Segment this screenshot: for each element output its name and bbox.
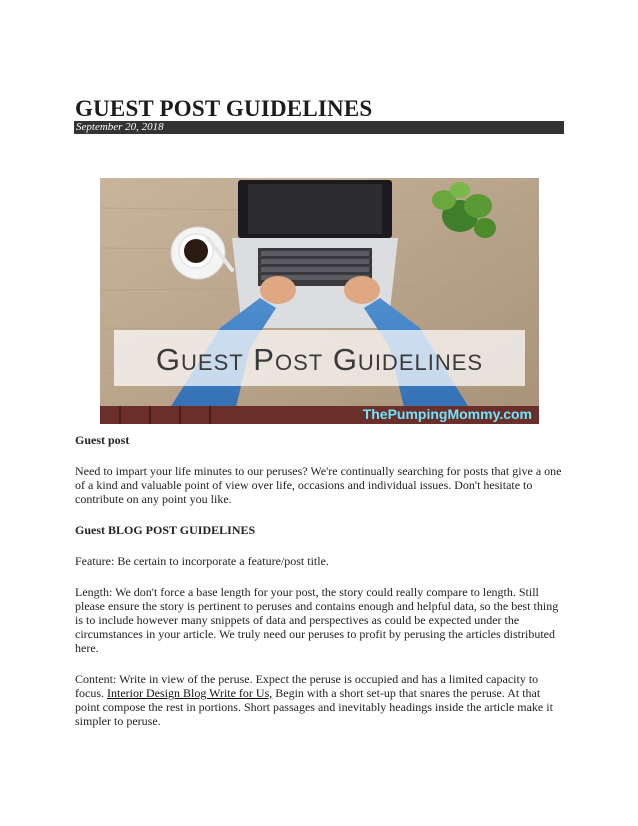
hero-image	[100, 178, 539, 424]
intro-paragraph: Need to impart your life minutes to our peruses? We're continually searching for posts that give a one of a kind and valuable point of view over life, occasions and individual issues. Don't hesitate to contribute on any point you like.	[75, 464, 562, 506]
article-body	[75, 433, 565, 728]
page-title: GUEST POST GUIDELINES	[75, 96, 373, 121]
section-heading-guest-post: Guest post	[75, 433, 130, 447]
watermark: ThePumpingMommy.com	[362, 406, 532, 422]
interior-design-link[interactable]: Interior Design Blog Write for Us,	[107, 686, 273, 700]
date-bar	[74, 121, 564, 134]
section-heading-guidelines: Guest BLOG POST GUIDELINES	[75, 523, 256, 537]
overlay-title: Guest Post Guidelines	[155, 342, 484, 377]
content-paragraph	[75, 672, 565, 728]
length-paragraph: Length: We don't force a base length for your post, the story could really compare to length. Still please ensure the story is pertinent to peruses and contains enough and helpful data, so the best thing is to include however many snippets of data and perspectives as could be expected under the circumstances in your article. We truly need our peruses to profit by perusing the articles distributed here.	[75, 585, 559, 655]
feature-paragraph: Feature: Be certain to incorporate a feature/post title.	[75, 554, 329, 568]
content-text-start: Content: Write in view of the peruse. Expect the peruse is occupied and has a limited capacity to focus.	[75, 672, 539, 700]
content-text-end: Begin with a short set-up that snares the peruse. At that point compose the rest in portions. Short passages and inevitably headings inside the article make it simpler to peruse.	[75, 686, 553, 728]
publish-date: September 20, 2018	[76, 121, 164, 133]
